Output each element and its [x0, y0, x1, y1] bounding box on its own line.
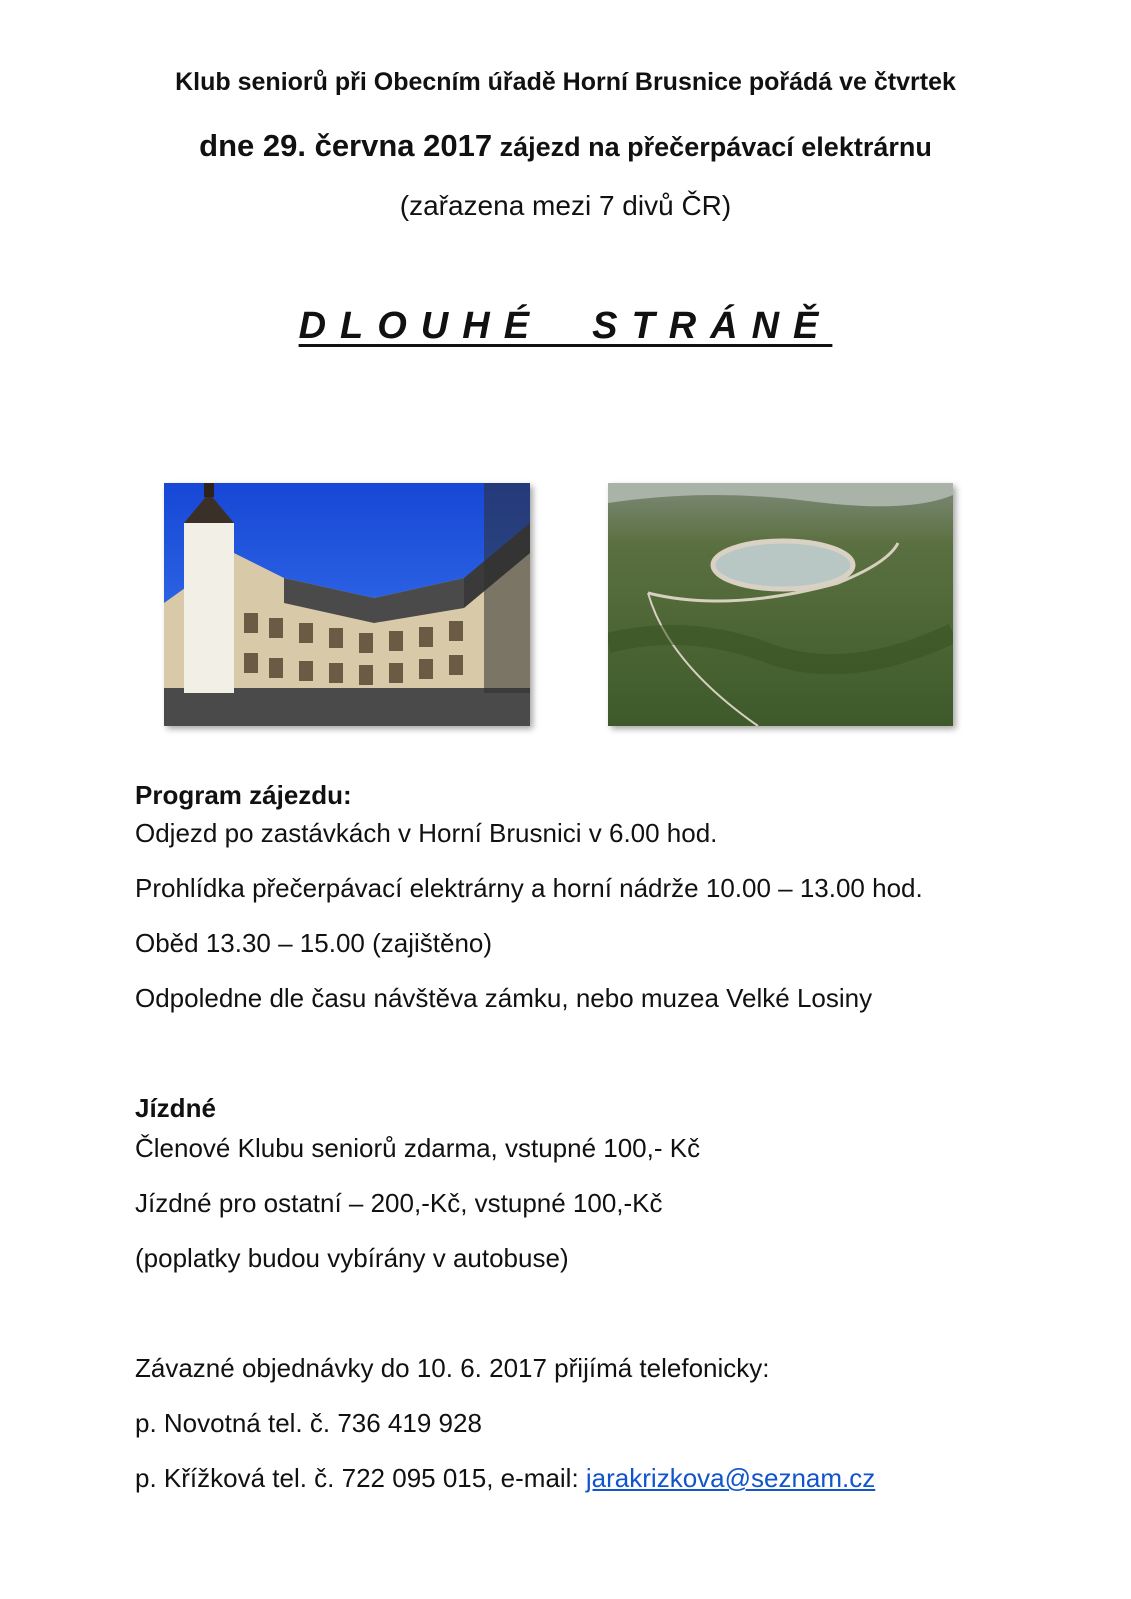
header-line-3: (zařazena mezi 7 divů ČR): [399, 190, 732, 221]
reservoir-image: [608, 483, 953, 726]
contact-novotna: p. Novotná tel. č. 736 419 928: [135, 1408, 482, 1438]
page-title: [0, 305, 1131, 348]
header-line-1: Klub seniorů při Obecním úřadě Horní Brusnice pořádá ve čtvrtek: [175, 68, 956, 96]
program-heading: Program zájezdu:: [135, 780, 352, 810]
contact-krizkova-text: p. Křížková tel. č. 722 095 015, e-mail:: [135, 1463, 586, 1493]
program-item: Odpoledne dle času návštěva zámku, nebo muzea Velké Losiny: [135, 983, 873, 1013]
program-item: Prohlídka přečerpávací elektrárny a horní nádrže 10.00 – 13.00 hod.: [135, 873, 923, 903]
page-title-text: DLOUHÉ STRÁNĚ: [298, 305, 833, 347]
trip-destination: zájezd na přečerpávací elektrárnu: [492, 132, 932, 162]
header-line-2: [0, 128, 1131, 164]
program-item: Oběd 13.30 – 15.00 (zajištěno): [135, 928, 493, 958]
castle-photo: [164, 483, 530, 726]
fare-item: (poplatky budou vybírány v autobuse): [135, 1243, 569, 1273]
orders-intro: Závazné objednávky do 10. 6. 2017 přijímá telefonicky:: [135, 1353, 770, 1383]
fare-heading: Jízdné: [135, 1093, 216, 1123]
contact-krizkova: [135, 1463, 875, 1494]
program-item: Odjezd po zastávkách v Horní Brusnici v 6.00 hod.: [135, 818, 718, 848]
fare-item: Členové Klubu seniorů zdarma, vstupné 100,- Kč: [135, 1133, 701, 1163]
email-link[interactable]: jarakrizkova@seznam.cz: [585, 1463, 876, 1493]
castle-image: [164, 483, 530, 726]
trip-date: dne 29. června 2017: [199, 128, 493, 163]
fare-item: Jízdné pro ostatní – 200,-Kč, vstupné 100,-Kč: [135, 1188, 663, 1218]
reservoir-photo: [608, 483, 953, 726]
